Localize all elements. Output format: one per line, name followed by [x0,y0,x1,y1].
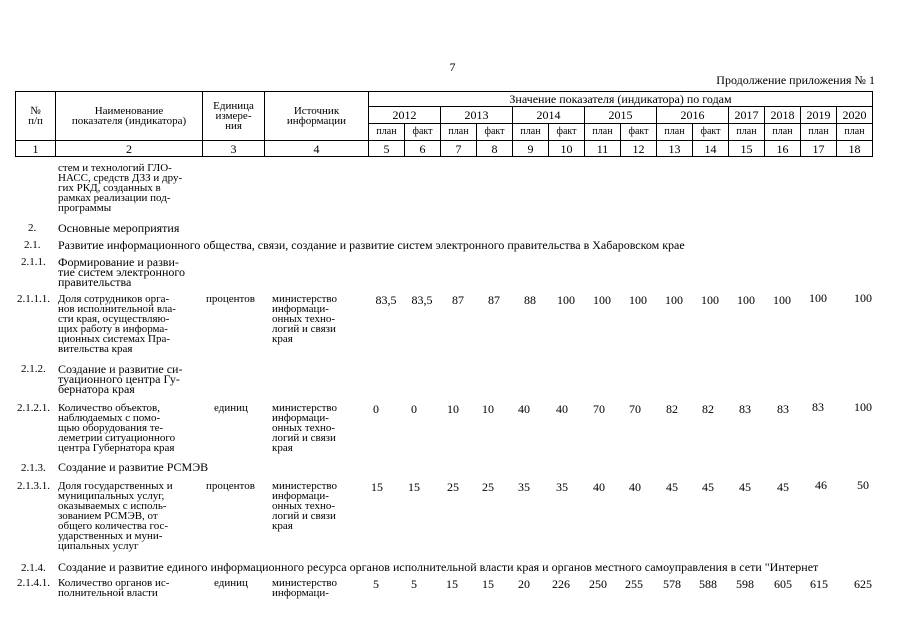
value-cell: 25 [482,480,494,494]
row-2-1-1-1-name: Доля сотрудников орга- нов исполнительной вла- сти края, осуществляю- щих работу в информа- ционных системах Пра- вительства края [58,293,176,355]
value-cell: 83 [739,402,751,416]
value-cell: 45 [739,480,751,494]
value-cell: 5 [373,577,379,591]
row-2-1-2-1-source: министерство информаци- онных техно- логий и связи края [272,402,338,454]
value-cell: 100 [809,291,827,305]
col-number: 11 [585,141,621,157]
row-2-1-4-1-name: Количество органов ис- полнительной власти [58,577,170,599]
fact-label: факт [405,124,441,141]
header-values-title: Значение показателя (индикатора) по годам [369,92,873,107]
col-number: 14 [693,141,729,157]
value-cell: 50 [857,478,869,492]
row-2-num: 2. [28,222,37,234]
plan-label: план [369,124,405,141]
row-2-1-name: Развитие информационного общества, связи, создание и развитие систем электронного правительства в Хабаровском крае [58,238,685,252]
plan-label: план [729,124,765,141]
row-2-1-1-num: 2.1.1. [21,256,46,268]
value-cell: 0 [373,402,379,416]
value-cell: 100 [557,293,575,307]
col-number: 10 [549,141,585,157]
header-name: Наименование показателя (индикатора) [56,92,203,141]
row-2-1-4-1-unit: единиц [214,577,248,589]
row-2-1-4-1-num: 2.1.4.1. [17,577,50,589]
value-cell: 70 [629,402,641,416]
value-cell: 82 [702,402,714,416]
fact-label: факт [477,124,513,141]
header-unit: Единица измере- ния [203,92,265,141]
year-2017: 2017 [729,107,765,124]
row-2-1-2-num: 2.1.2. [21,363,46,375]
row-2-1-3-1-unit: процентов [206,480,255,492]
plan-label: план [585,124,621,141]
value-cell: 40 [556,402,568,416]
value-cell: 35 [556,480,568,494]
value-cell: 46 [815,478,827,492]
value-cell: 5 [411,577,417,591]
value-cell: 25 [447,480,459,494]
value-cell: 20 [518,577,530,591]
row-2-1-4-num: 2.1.4. [21,562,46,574]
value-cell: 45 [702,480,714,494]
col-number: 6 [405,141,441,157]
page-number: 7 [449,60,456,74]
row-2-1-2-1-num: 2.1.2.1. [17,402,50,414]
value-cell: 226 [552,577,570,591]
value-cell: 598 [736,577,754,591]
value-cell: 87 [452,293,464,307]
col-number: 4 [265,141,369,157]
plan-label: план [765,124,801,141]
value-cell: 35 [518,480,530,494]
value-cell: 82 [666,402,678,416]
year-2020: 2020 [837,107,873,124]
value-cell: 10 [447,402,459,416]
value-cell: 83 [812,400,824,414]
col-number: 12 [621,141,657,157]
row-2-1-1-1-unit: процентов [206,293,255,305]
col-number: 16 [765,141,801,157]
plan-label: план [441,124,477,141]
value-cell: 83,5 [375,293,397,307]
plan-label: план [513,124,549,141]
year-2016: 2016 [657,107,729,124]
plan-label: план [657,124,693,141]
value-cell: 0 [411,402,417,416]
row-2-1-3-1-source: министерство информаци- онных техно- логий и связи края [272,480,338,532]
year-2014: 2014 [513,107,585,124]
value-cell: 250 [589,577,607,591]
value-cell: 100 [773,293,791,307]
value-cell: 87 [488,293,500,307]
year-2015: 2015 [585,107,657,124]
value-cell: 40 [518,402,530,416]
value-cell: 15 [482,577,494,591]
year-2018: 2018 [765,107,801,124]
value-cell: 88 [524,293,536,307]
row-2-1-4-1-source: министерство информаци- [272,577,338,599]
value-cell: 10 [482,402,494,416]
value-cell: 100 [593,293,611,307]
value-cell: 578 [663,577,681,591]
value-cell: 588 [699,577,717,591]
fact-label: факт [621,124,657,141]
fact-label: факт [549,124,585,141]
col-number: 5 [369,141,405,157]
year-2019: 2019 [801,107,837,124]
continuation-label: Продолжение приложения № 1 [716,73,875,87]
row-2-1-3-num: 2.1.3. [21,462,46,474]
header-source: Источник информации [265,92,369,141]
year-2013: 2013 [441,107,513,124]
row-2-1-2-1-unit: единиц [214,402,248,414]
value-cell: 45 [777,480,789,494]
row-2-1-3-1-name: Доля государственных и муниципальных услуг, оказываемых с исполь- зованием РСМЭВ, от общего количества гос- ударственных и муни- ципальных услуг [58,480,173,552]
col-number: 18 [837,141,873,157]
col-number: 7 [441,141,477,157]
value-cell: 100 [629,293,647,307]
row-2-1-1-name: Формирование и разви- тие систем электронного правительства [58,255,186,289]
value-cell: 15 [371,480,383,494]
col-number: 1 [16,141,56,157]
row-2-name: Основные мероприятия [58,221,180,235]
value-cell: 100 [854,291,872,305]
row-2-1-4-name: Создание и развитие единого информационного ресурса органов исполнительной власти края и органов местного самоуправления в сети "Интернет [58,560,819,574]
col-number: 9 [513,141,549,157]
value-cell: 40 [593,480,605,494]
value-cell: 100 [854,400,872,414]
value-cell: 45 [666,480,678,494]
col-number: 17 [801,141,837,157]
col-number: 8 [477,141,513,157]
row-cont-name: стем и технологий ГЛО- НАСС, средств ДЗЗ и дру- гих РКД, созданных в рамках реализации под- программы [58,162,183,214]
value-cell: 625 [854,577,872,591]
row-2-1-3-1-num: 2.1.3.1. [17,480,50,492]
col-number: 3 [203,141,265,157]
value-cell: 15 [446,577,458,591]
plan-label: план [801,124,837,141]
row-2-1-num: 2.1. [24,239,41,251]
row-2-1-1-1-num: 2.1.1.1. [17,293,50,305]
row-2-1-2-1-name: Количество объектов, наблюдаемых с помо- щью оборудования те- леметрии ситуационного центра Губернатора края [58,402,176,454]
value-cell: 100 [701,293,719,307]
value-cell: 100 [737,293,755,307]
year-2012: 2012 [369,107,441,124]
value-cell: 615 [810,577,828,591]
col-number: 2 [56,141,203,157]
row-2-1-3-name: Создание и развитие РСМЭВ [58,460,209,474]
value-cell: 15 [408,480,420,494]
fact-label: факт [693,124,729,141]
row-2-1-1-1-source: министерство информаци- онных техно- логий и связи края [272,293,338,345]
value-cell: 605 [774,577,792,591]
value-cell: 100 [665,293,683,307]
header-table [15,91,873,157]
value-cell: 255 [625,577,643,591]
row-2-1-2-name: Создание и развитие си- туационного центра Гу- бернатора края [58,362,183,396]
header-num: № п/п [16,92,56,141]
value-cell: 83 [777,402,789,416]
value-cell: 83,5 [411,293,433,307]
value-cell: 70 [593,402,605,416]
col-number: 13 [657,141,693,157]
value-cell: 40 [629,480,641,494]
col-number: 15 [729,141,765,157]
plan-label: план [837,124,873,141]
